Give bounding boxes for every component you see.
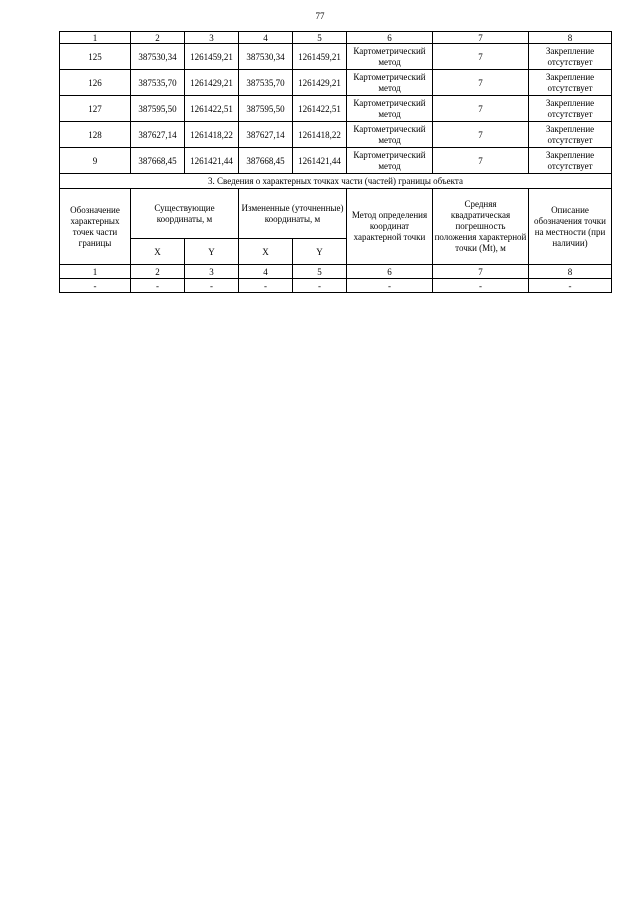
column-number: 7 (433, 32, 529, 44)
table-row (60, 148, 612, 174)
empty-cell: - (185, 279, 239, 293)
existing-y: 1261422,51 (185, 96, 239, 122)
description-cell: Закрепление отсутствует (529, 44, 612, 70)
empty-cell: - (239, 279, 293, 293)
method-cell: Картометрический метод (347, 44, 433, 70)
existing-y: 1261418,22 (185, 122, 239, 148)
section-header-row (60, 189, 612, 239)
changed-x: 387627,14 (239, 122, 293, 148)
changed-y: 1261429,21 (293, 70, 347, 96)
header-changed-x: X (239, 239, 293, 265)
column-number: 8 (529, 265, 612, 279)
existing-x: 387595,50 (131, 96, 185, 122)
header-existing-coords: Существующие координаты, м (131, 189, 239, 239)
empty-cell: - (60, 279, 131, 293)
column-number: 1 (60, 32, 131, 44)
table-row (60, 279, 612, 293)
point-id: 9 (60, 148, 131, 174)
existing-x: 387668,45 (131, 148, 185, 174)
description-cell: Закрепление отсутствует (529, 70, 612, 96)
method-cell: Картометрический метод (347, 70, 433, 96)
table-row (60, 44, 612, 70)
point-id: 125 (60, 44, 131, 70)
method-cell: Картометрический метод (347, 96, 433, 122)
accuracy-cell: 7 (433, 96, 529, 122)
description-cell: Закрепление отсутствует (529, 148, 612, 174)
column-number: 2 (131, 32, 185, 44)
empty-cell: - (131, 279, 185, 293)
changed-y: 1261421,44 (293, 148, 347, 174)
description-cell: Закрепление отсутствует (529, 122, 612, 148)
point-id: 128 (60, 122, 131, 148)
changed-y: 1261422,51 (293, 96, 347, 122)
page-number: 77 (315, 11, 325, 21)
header-description: Описание обозначения точки на местности (при наличии) (529, 189, 612, 265)
header-method: Метод определения координат характерной точки (347, 189, 433, 265)
table-row (60, 70, 612, 96)
existing-y: 1261429,21 (185, 70, 239, 96)
header-changed-coords: Измененные (уточненные) координаты, м (239, 189, 347, 239)
accuracy-cell: 7 (433, 70, 529, 96)
existing-y: 1261421,44 (185, 148, 239, 174)
changed-y: 1261459,21 (293, 44, 347, 70)
header-existing-x: X (131, 239, 185, 265)
existing-x: 387535,70 (131, 70, 185, 96)
changed-x: 387535,70 (239, 70, 293, 96)
table-row (60, 96, 612, 122)
section-title-row (60, 174, 612, 189)
column-number: 5 (293, 32, 347, 44)
column-number: 4 (239, 265, 293, 279)
point-id: 127 (60, 96, 131, 122)
header-accuracy: Средняя квадратическая погрешность положения характерной точки (Mt), м (433, 189, 529, 265)
empty-cell: - (347, 279, 433, 293)
header-designation: Обозначение характерных точек части границы (60, 189, 131, 265)
method-cell: Картометрический метод (347, 122, 433, 148)
empty-cell: - (433, 279, 529, 293)
existing-x: 387627,14 (131, 122, 185, 148)
column-number: 6 (347, 32, 433, 44)
accuracy-cell: 7 (433, 122, 529, 148)
section-title: 3. Сведения о характерных точках части (частей) границы объекта (60, 174, 612, 189)
changed-x: 387595,50 (239, 96, 293, 122)
column-number: 3 (185, 32, 239, 44)
column-number: 5 (293, 265, 347, 279)
empty-cell: - (529, 279, 612, 293)
column-number: 7 (433, 265, 529, 279)
empty-cell: - (293, 279, 347, 293)
column-number: 1 (60, 265, 131, 279)
accuracy-cell: 7 (433, 148, 529, 174)
method-cell: Картометрический метод (347, 148, 433, 174)
changed-y: 1261418,22 (293, 122, 347, 148)
changed-x: 387668,45 (239, 148, 293, 174)
column-number-row (60, 265, 612, 279)
point-id: 126 (60, 70, 131, 96)
changed-x: 387530,34 (239, 44, 293, 70)
column-number-row (60, 32, 612, 44)
column-number: 3 (185, 265, 239, 279)
column-number: 2 (131, 265, 185, 279)
column-number: 8 (529, 32, 612, 44)
boundary-points-table (59, 31, 612, 293)
header-existing-y: Y (185, 239, 239, 265)
description-cell: Закрепление отсутствует (529, 96, 612, 122)
accuracy-cell: 7 (433, 44, 529, 70)
existing-x: 387530,34 (131, 44, 185, 70)
header-changed-y: Y (293, 239, 347, 265)
column-number: 4 (239, 32, 293, 44)
existing-y: 1261459,21 (185, 44, 239, 70)
column-number: 6 (347, 265, 433, 279)
table-row (60, 122, 612, 148)
